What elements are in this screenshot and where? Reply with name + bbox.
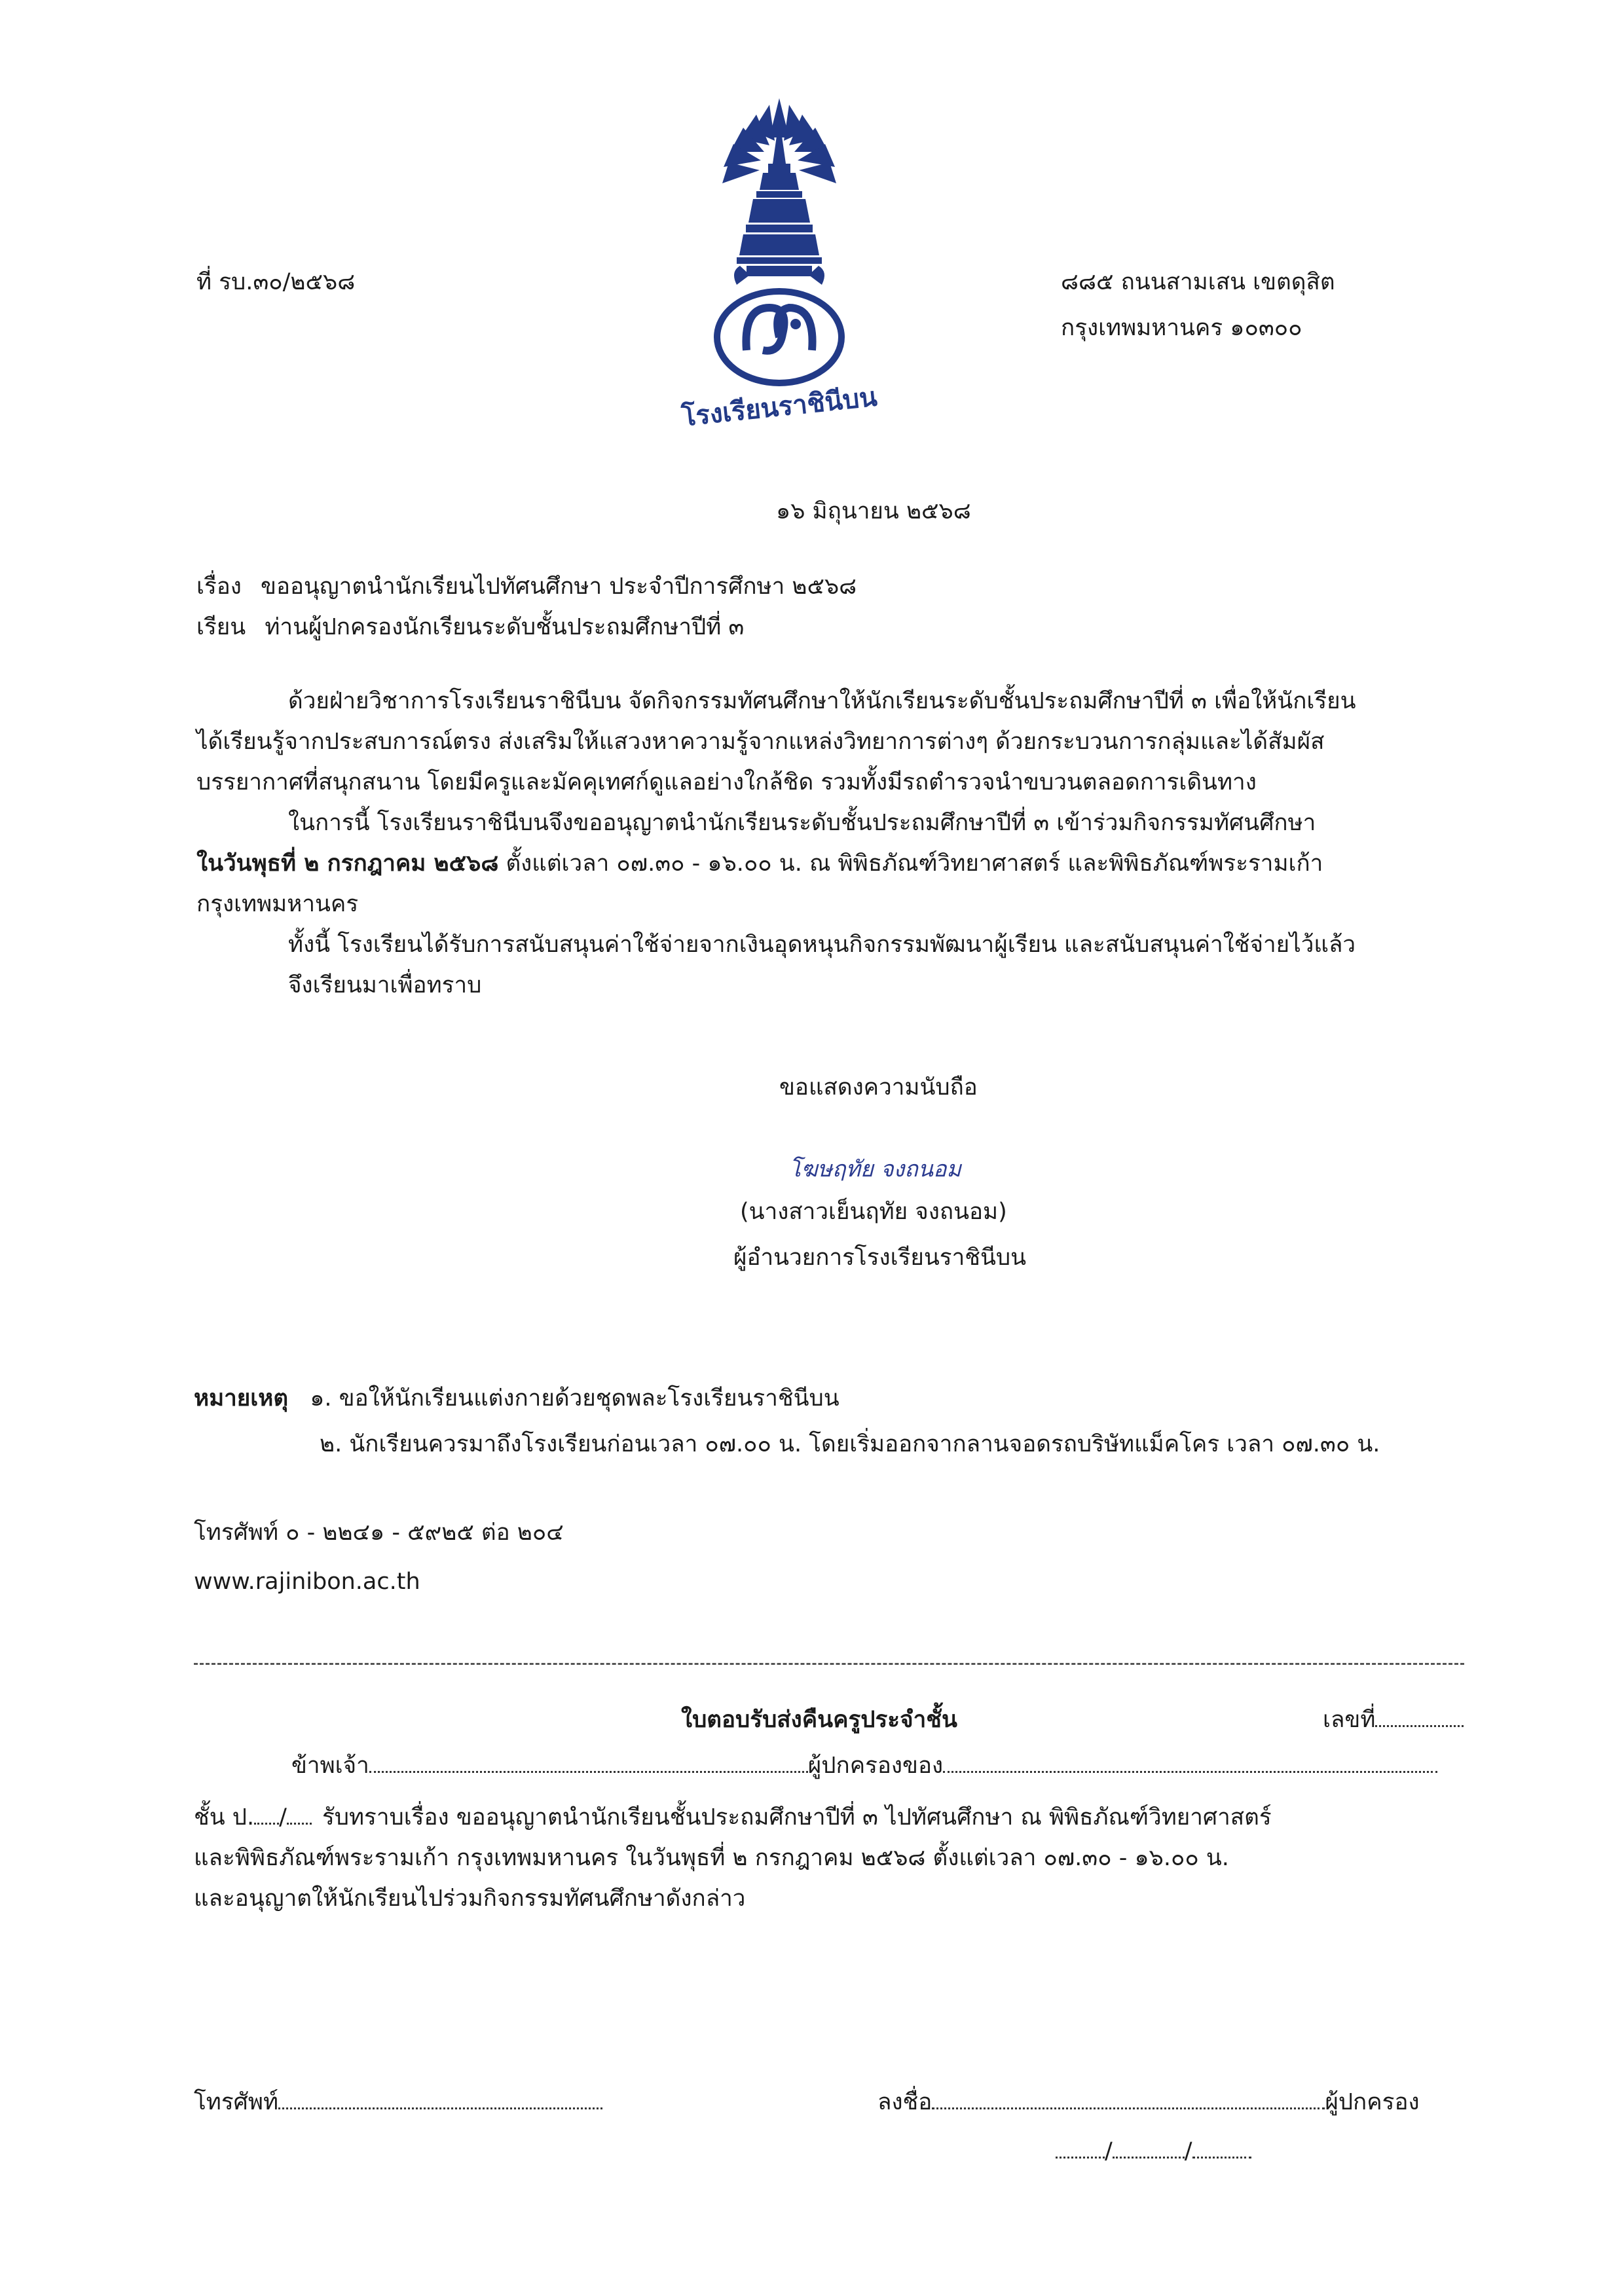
address-line-2: กรุงเทพมหานคร ๑๐๓๐๐ [1061,315,1302,341]
signer-name: (นางสาวเย็นฤทัย จงถนอม) [740,1199,1007,1225]
recipient-line [196,613,744,641]
closing-regards: ขอแสดงความนับถือ [779,1074,978,1101]
student-number-row [1323,1706,1464,1734]
ack-text-1: รับทราบเรื่อง ขออนุญาตนำนักเรียนชั้นประถมศึกษาปีที่ ๓ ไปทัศนศึกษา ณ พิพิธภัณฑ์วิทยาศาสตร์ [322,1804,1272,1831]
school-crest-icon [680,92,879,433]
subject-text: ขออนุญาตนำนักเรียนไปทัศนศึกษา ประจำปีการศึกษา ๒๕๖๘ [261,574,857,600]
letter-date: ๑๖ มิถุนายน ๒๕๖๘ [776,498,971,524]
contact-phone: โทรศัพท์ ๐ - ๒๒๔๑ - ๕๙๒๕ ต่อ ๒๐๔ [194,1520,564,1546]
reply-ack-paragraph [194,1797,1272,1919]
body-p3-line-2: จึงเรียนมาเพื่อทราบ [288,972,482,998]
reply-form-title: ใบตอบรับส่งคืนครูประจำชั้น [681,1707,957,1733]
class-separator: / [279,1804,287,1831]
body-p2-line-2 [196,843,1323,884]
reply-phone-row [194,2088,602,2116]
reply-sign-row [877,2088,1420,2116]
reply-ack-line-2: และพิพิธภัณฑ์พระรามเก้า กรุงเทพมหานคร ในวันพุธที่ ๒ กรกฎาคม ๒๕๖๘ ตั้งแต่เวลา ๐๗.๓๐ - ๑๖.๐๐ น. [194,1845,1229,1871]
body-p2-line-3: กรุงเทพมหานคร [196,891,359,917]
reply-year-field[interactable] [1192,2151,1251,2159]
signature [789,1151,961,1186]
sign-label: ลงชื่อ [877,2089,932,2115]
reply-day-field[interactable] [1056,2151,1105,2159]
notes-item-2: ๒. นักเรียนควรมาถึงโรงเรียนก่อนเวลา ๐๗.๐๐ น. โดยเริ่มออกจากลานจอดรถบริษัทแม็คโคร เวลา ๐๗.๓๐ น. [320,1431,1380,1457]
reply-date-row [1056,2138,1251,2165]
i-label: ข้าพเจ้า [291,1753,369,1779]
reply-phone-label: โทรศัพท์ [194,2089,279,2115]
notes-item-1: ๑. ขอให้นักเรียนแต่งกายด้วยชุดพละโรงเรียนราชินีบน [310,1385,840,1412]
reply-name-row [291,1752,1437,1779]
guardian-of-label: ผู้ปกครองของ [807,1753,944,1779]
contact-website[interactable]: www.rajinibon.ac.th [194,1569,420,1595]
body-p1-line: ได้เรียนรู้จากประสบการณ์ตรง ส่งเสริมให้แสวงหาความรู้จากแหล่งวิทยาการต่างๆ ด้วยกระบวนการกลุ่มและได้สัมผัส [196,729,1325,755]
recipient-label: เรียน [196,614,246,640]
body-paragraph-1 [196,681,1356,803]
subject-label: เรื่อง [196,574,242,600]
guardian-name-field[interactable] [369,1766,808,1773]
reply-ack-line-3: และอนุญาตให้นักเรียนไปร่วมกิจกรรมทัศนศึกษาดังกล่าว [194,1886,746,1912]
notes-label: หมายเหตุ [194,1385,289,1412]
guardian-signature-field[interactable] [932,2102,1325,2109]
class-grade-field[interactable] [254,1817,279,1825]
body-p3-line-1: ทั้งนี้ โรงเรียนได้รับการสนับสนุนค่าใช้จ่ายจากเงินอุดหนุนกิจกรรมพัฒนาผู้เรียน และสนับสนุนค่าใช้จ่ายไว้แล้ว [288,932,1356,958]
body-paragraph-3 [196,924,1356,1006]
body-p2-line-2-rest: ตั้งแต่เวลา ๐๗.๓๐ - ๑๖.๐๐ น. ณ พิพิธภัณฑ์วิทยาศาสตร์ และพิพิธภัณฑ์พระรามเก้า [498,850,1323,877]
student-name-field[interactable] [943,1766,1437,1773]
tear-off-dashed-line [194,1663,1464,1665]
student-number-field[interactable] [1375,1720,1464,1727]
recipient-text: ท่านผู้ปกครองนักเรียนระดับชั้นประถมศึกษาปีที่ ๓ [265,614,745,640]
body-p1-line: ด้วยฝ่ายวิชาการโรงเรียนราชินีบน จัดกิจกรรมทัศนศึกษาให้นักเรียนระดับชั้นประถมศึกษาปีที่ ๓ เพื่อให้นักเรียน [288,688,1356,714]
reference-number: ที่ รบ.๓๐/๒๕๖๘ [196,269,356,295]
date-separator-1: / [1105,2138,1113,2164]
address-line-1: ๘๘๕ ถนนสามเสน เขตดุสิต [1061,269,1335,295]
body-p2-line-1: ในการนี้ โรงเรียนราชินีบนจึงขออนุญาตนำนักเรียนระดับชั้นประถมศึกษาปีที่ ๓ เข้าร่วมกิจกรรมทัศนศึกษา [288,810,1316,836]
reply-ack-line-1 [194,1797,1272,1838]
school-logo [680,92,879,433]
class-room-field[interactable] [287,1817,312,1825]
body-paragraph-2 [196,803,1323,924]
student-number-label: เลขที่ [1323,1707,1376,1733]
signature-handwriting: โฆษฤทัย จงถนอม [789,1156,961,1182]
activity-date-highlight: ในวันพุธที่ ๒ กรกฎาคม ๒๕๖๘ [196,850,499,877]
reply-phone-field[interactable] [278,2102,602,2109]
date-separator-2: / [1184,2138,1192,2164]
guardian-label: ผู้ปกครอง [1325,2089,1420,2115]
signer-position: ผู้อำนวยการโรงเรียนราชินีบน [733,1245,1027,1271]
notes-item-1-row [194,1385,840,1412]
reply-month-field[interactable] [1113,2151,1185,2159]
subject-line [196,573,857,600]
class-label: ชั้น ป. [194,1804,255,1831]
body-p1-line: บรรยากาศที่สนุกสนาน โดยมีครูและมัคคุเทศก์ดูแลอย่างใกล้ชิด รวมทั้งมีรถตำรวจนำขบวนตลอดการเดินทาง [196,769,1257,795]
logo-school-name: โรงเรียนราชินีบน [680,382,879,433]
